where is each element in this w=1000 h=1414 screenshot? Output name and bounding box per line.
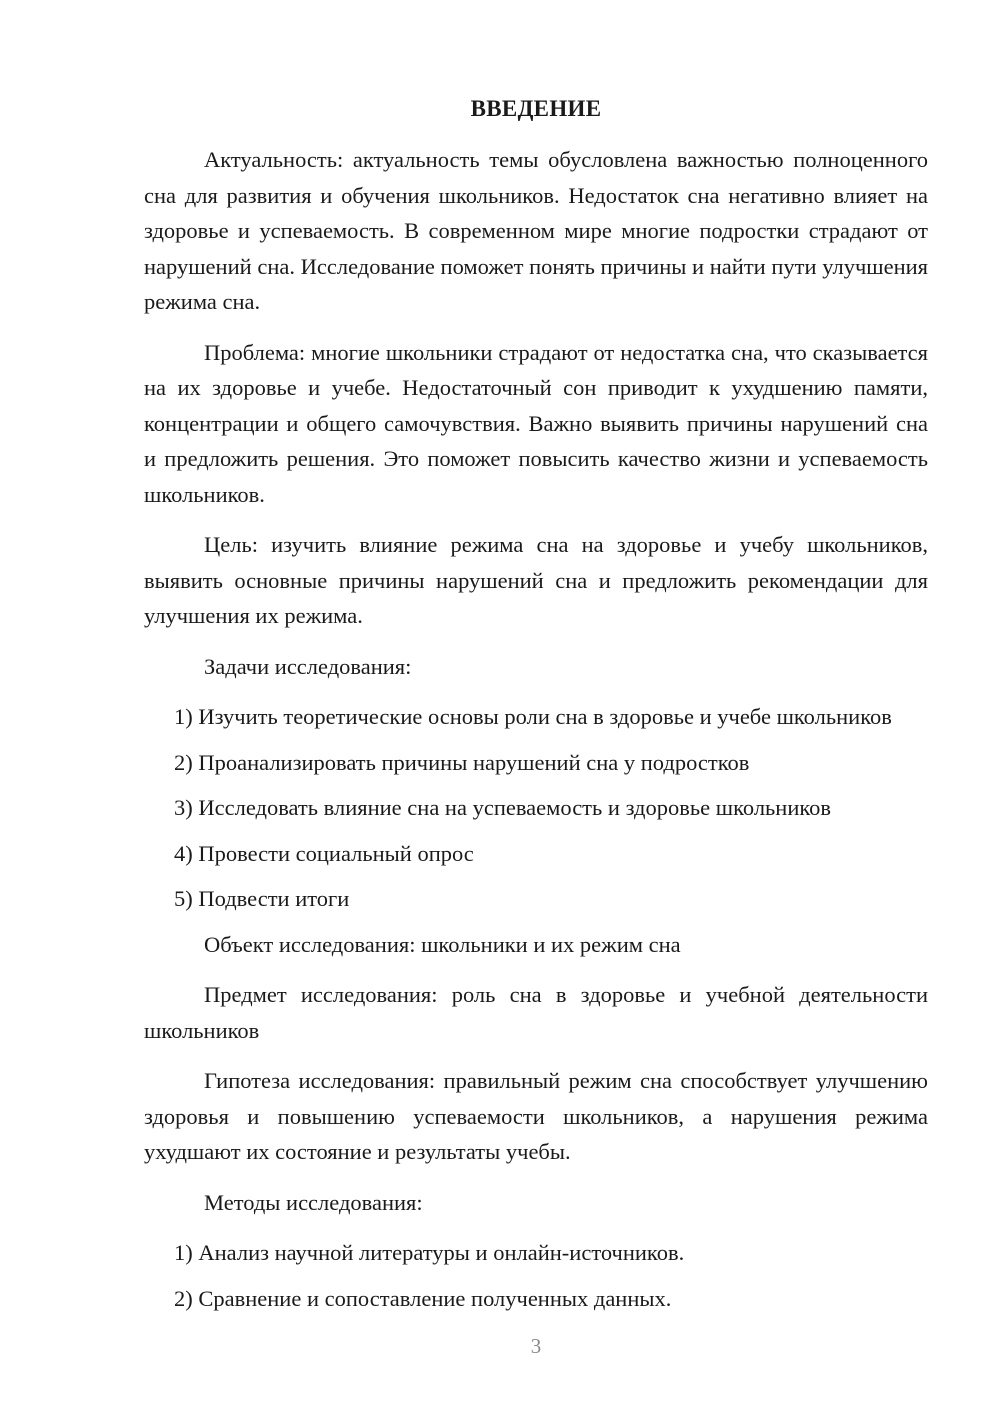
hypothesis-paragraph: Гипотеза исследования: правильный режим сна способствует улучшению здоровья и повышению успеваемости школьников, а нарушения режима ухудшают их состояние и результаты учебы. — [144, 1068, 928, 1164]
relevance-paragraph: Актуальность: актуальность темы обусловлена важностью полноценного сна для развития и обучения школьников. Недостаток сна негативно влияет на здоровье и успеваемость. В современном мире многие подростки страдают от нарушений сна. Исследование поможет понять причины и найти пути улучшения режима сна. — [144, 147, 928, 314]
task-item-1: 1) Изучить теоретические основы роли сна в здоровье и учебе школьников — [174, 704, 892, 729]
tasks-title: Задачи исследования: — [204, 653, 412, 679]
method-item-2: 2) Сравнение и сопоставление полученных данных. — [174, 1285, 672, 1311]
methods-title: Методы исследования: — [204, 1189, 423, 1215]
task-item-2: 2) Проанализировать причины нарушений сна у подростков — [174, 749, 750, 775]
task-item-5: 5) Подвести итоги — [174, 886, 350, 911]
problem-paragraph: Проблема: многие школьники страдают от недостатка сна, что сказывается на их здоровье и учебе. Недостаточный сон приводит к ухудшению памяти, концентрации и общего самочувствия. Важно выявить причины нарушений сна и предложить решения. Это поможет повысить качество жизни и успеваемость школьников. — [144, 339, 928, 507]
object-paragraph: Объект исследования: школьники и их режим сна — [204, 931, 681, 957]
method-item-1: 1) Анализ научной литературы и онлайн-источников. — [174, 1240, 685, 1265]
subject-paragraph: Предмет исследования: роль сна в здоровье и учебной деятельности школьников — [144, 982, 928, 1043]
task-item-3: 3) Исследовать влияние сна на успеваемость и здоровье школьников — [174, 795, 832, 820]
section-body — [144, 142, 928, 1326]
goal-paragraph: Цель: изучить влияние режима сна на здоровье и учебу школьников, выявить основные причины нарушений сна и предложить рекомендации для улучшения их режима. — [144, 532, 928, 628]
task-item-4: 4) Провести социальный опрос — [174, 840, 474, 866]
section-heading: ВВЕДЕНИЕ — [470, 96, 602, 121]
page-number: 3 — [530, 1334, 542, 1358]
